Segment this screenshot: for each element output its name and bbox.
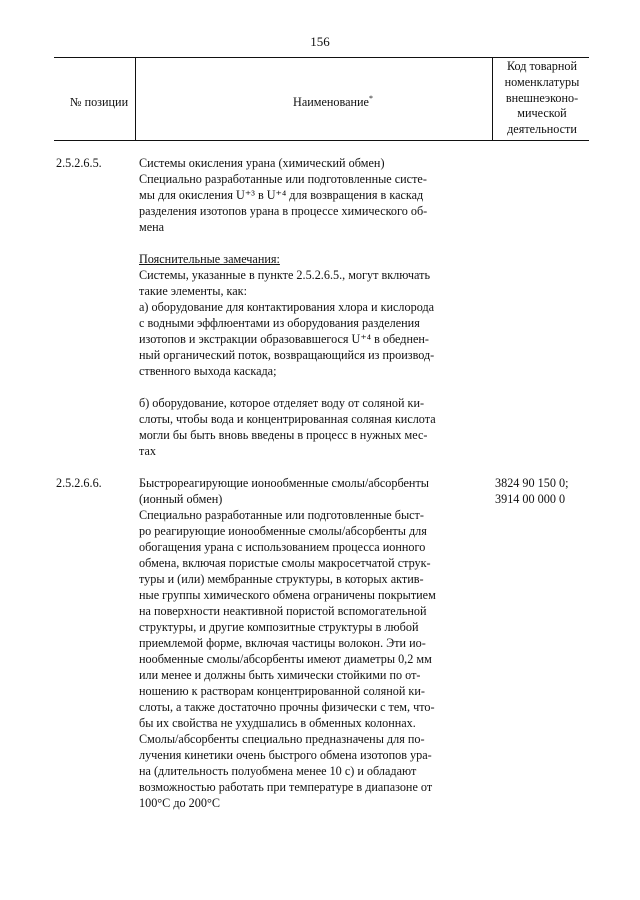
page-number: 156 bbox=[310, 34, 330, 49]
notes-heading: Пояснительные замечания: bbox=[139, 252, 280, 266]
header-code-line: деятельности bbox=[507, 122, 577, 137]
entry-desc-line: ро реагирующие ионообменные смолы/абсорбенты для bbox=[139, 524, 427, 538]
entry-position: 2.5.2.6.6. bbox=[56, 476, 102, 490]
notes-line: могли бы быть вновь введены в процесс в нужных мес- bbox=[139, 428, 428, 442]
notes-line: ный органический поток, возвращающийся из производ- bbox=[139, 348, 435, 362]
entry-desc-line: обогащения урана с использованием процесса ионного bbox=[139, 540, 426, 554]
entry-body bbox=[139, 155, 484, 235]
entry-desc-line: туры и (или) мембранные структуры, в которых актив- bbox=[139, 572, 424, 586]
notes-line: ственного выхода каскада; bbox=[139, 364, 277, 378]
header-code-line: Код товарной bbox=[506, 59, 577, 73]
entry-desc-line: приемлемой форме, включая частицы волокон. Эти ио- bbox=[139, 636, 426, 650]
entry-desc-line: Специально разработанные или подготовленные систе- bbox=[139, 172, 427, 186]
entry-body bbox=[139, 475, 484, 811]
entry-desc-line: ношению к растворам концентрированной соляной ки- bbox=[139, 684, 425, 698]
notes-block-b bbox=[139, 395, 484, 459]
entry-codes bbox=[495, 475, 595, 507]
entry-desc-line: нообменные смолы/абсорбенты имеют диаметры 0,2 мм bbox=[139, 652, 432, 666]
entry-desc-line: Специально разработанные или подготовленные быст- bbox=[139, 508, 424, 522]
entry-desc-line: структуры, и другие композитные структуры в любой bbox=[139, 620, 419, 634]
code-line: 3914 00 000 0 bbox=[495, 492, 566, 506]
column-divider bbox=[492, 58, 493, 140]
entry-desc-line: или менее и должны быть химически стойкими по от- bbox=[139, 668, 421, 682]
notes-line: изотопов и экстракции образовавшегося U⁺⁴ в обеднен- bbox=[139, 332, 429, 346]
entry-position: 2.5.2.6.5. bbox=[56, 156, 102, 170]
header-name-text: Наименование bbox=[293, 95, 369, 109]
table-header bbox=[54, 57, 589, 141]
entry-desc2-line: лучения кинетики очень быстрого обмена изотопов ура- bbox=[139, 748, 432, 762]
entry-title: (ионный обмен) bbox=[139, 492, 223, 506]
entry-desc-line: бы их свойства не ухудшались в обменных колоннах. bbox=[139, 716, 416, 730]
header-position: № позиции bbox=[69, 95, 129, 109]
entry-desc-line: на поверхности неактивной пористой вспомогательной bbox=[139, 604, 427, 618]
notes-line: слоты, чтобы вода и концентрированная соляная кислота bbox=[139, 412, 436, 426]
entry-desc2-line: возможностью работать при температуре в диапазоне от bbox=[139, 780, 433, 794]
entry-desc-line: разделения изотопов урана в процессе химического об- bbox=[139, 204, 428, 218]
notes-line: такие элементы, как: bbox=[139, 284, 247, 298]
header-code-line: номенклатуры bbox=[504, 74, 580, 89]
notes-line: б) оборудование, которое отделяет воду от соляной ки- bbox=[139, 396, 425, 410]
notes-line: тах bbox=[139, 444, 156, 458]
notes-line: с водными эффлюентами из оборудования разделения bbox=[139, 316, 420, 330]
header-name bbox=[192, 94, 474, 110]
header-code-line: внешнеэконо- bbox=[505, 90, 579, 105]
entry-title: Системы окисления урана (химический обмен) bbox=[139, 156, 385, 170]
code-line: 3824 90 150 0; bbox=[495, 476, 569, 490]
entry-desc-line: мы для окисления U⁺³ в U⁺⁴ для возвращения в каскад bbox=[139, 188, 424, 202]
header-code-line: мической bbox=[517, 106, 567, 121]
entry-desc2-line: Смолы/абсорбенты специально предназначены для по- bbox=[139, 732, 425, 746]
header-code bbox=[495, 59, 589, 138]
entry-desc-line: слоты, а также достаточно прочны физически с тем, что- bbox=[139, 700, 435, 714]
entry-desc2-line: 100°С до 200°С bbox=[139, 796, 220, 810]
entry-title: Быстрореагирующие ионообменные смолы/абсорбенты bbox=[139, 476, 429, 490]
entry-desc-line: ные группы химического обмена ограничены покрытием bbox=[139, 588, 436, 602]
notes-block bbox=[139, 251, 484, 379]
notes-line: Системы, указанные в пункте 2.5.2.6.5., могут включать bbox=[139, 268, 430, 282]
footnote-mark: * bbox=[368, 94, 373, 103]
entry-desc-line: обмена, включая пористые смолы макросетчатой струк- bbox=[139, 556, 431, 570]
entry-desc2-line: на (длительность полуобмена менее 10 с) и обладают bbox=[139, 764, 417, 778]
entry-desc-line: мена bbox=[139, 220, 165, 234]
notes-line: а) оборудование для контактирования хлора и кислорода bbox=[139, 300, 435, 314]
